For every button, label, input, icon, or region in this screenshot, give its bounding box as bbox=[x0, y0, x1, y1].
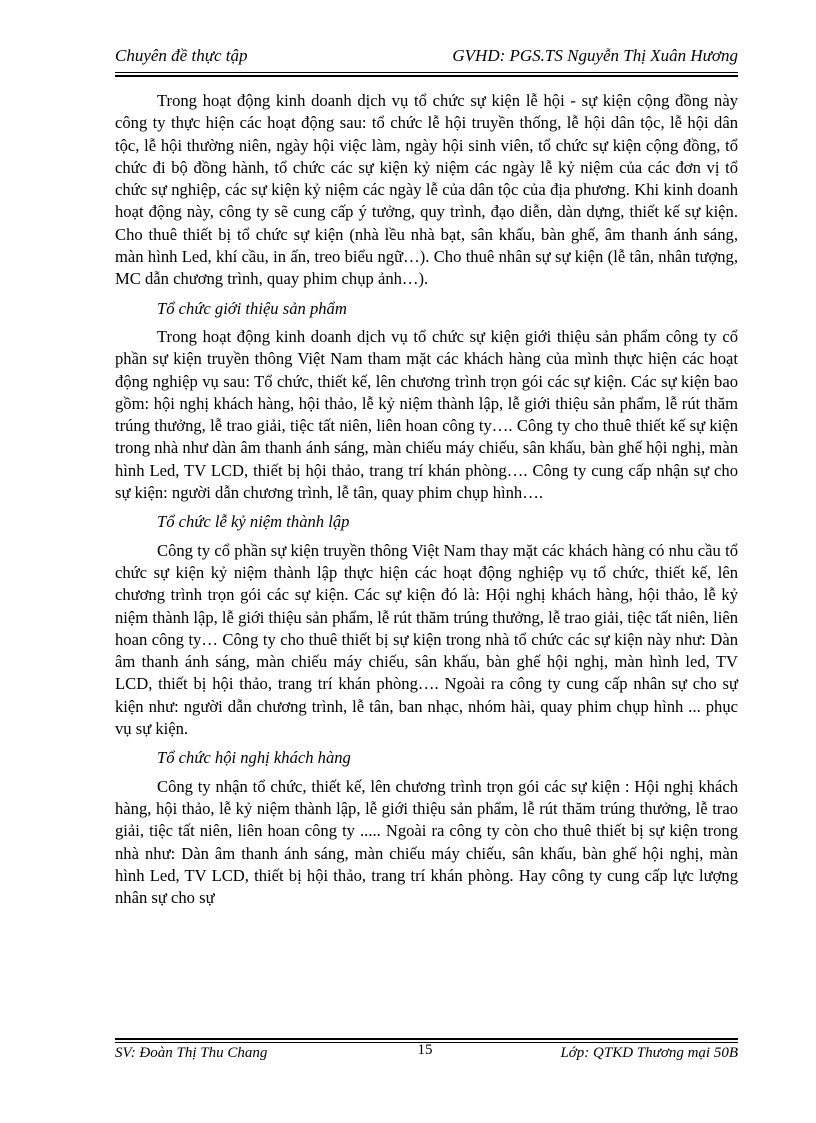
paragraph-product-launch: Trong hoạt động kinh doanh dịch vụ tổ chức sự kiện giới thiệu sản phẩm công ty cổ phần sự kiện truyền thông Việt Nam tham mặt các khách hàng của mình thực hiện các hoạt động nghiệp vụ sau: Tổ chức, thiết kế, lên chương trình trọn gói các sự kiện. Các sự kiện bao gồm: hội nghị khách hàng, hội thảo, lễ kỷ niệm thành lập, lễ giới thiệu sản phẩm, lễ rút thăm trúng thưởng, lễ trao giải, tiệc tất niên, liên hoan công ty…. Công ty cho thuê thiết kế sự kiện trong nhà như dàn âm thanh ánh sáng, màn chiếu máy chiếu, sân khấu, bàn ghế hội nghị, màn hình Led, TV LCD, thiết bị hội thảo, trang trí khán phòng…. Công ty cung cấp nhận sự cho sự kiện: người dẫn chương trình, lễ tân, quay phim chụp hình…. bbox=[115, 326, 738, 503]
page-body bbox=[115, 90, 738, 909]
section-heading-customer-conference: Tổ chức hội nghị khách hàng bbox=[157, 748, 351, 768]
header-supervisor: GVHD: PGS.TS Nguyễn Thị Xuân Hương bbox=[452, 46, 738, 65]
page-number: 15 bbox=[417, 1042, 433, 1058]
section-heading-product-launch: Tổ chức giới thiệu sản phẩm bbox=[157, 298, 347, 318]
section-heading-anniversary: Tổ chức lễ kỷ niệm thành lập bbox=[157, 512, 350, 532]
footer-student-name: SV: Đoàn Thị Thu Chang bbox=[115, 1045, 268, 1061]
paragraph-customer-conference: Công ty nhận tổ chức, thiết kế, lên chương trình trọn gói các sự kiện : Hội nghị khách hàng, hội thảo, lễ kỷ niệm thành lập, lễ giới thiệu sản phẩm, lễ rút thăm trúng thưởng, lễ trao giải, tiệc tất niên, liên hoan công ty ..... Ngoài ra công ty còn cho thuê thiết bị sự kiện trong nhà như: Dàn âm thanh ánh sáng, màn chiếu máy chiếu, sân khấu, bàn ghế hội nghị, màn hình Led, TV LCD, thiết bị hội thảo, trang trí khán phòng. Hay công ty cung cấp lực lượng nhân sự cho sự bbox=[115, 776, 738, 908]
footer-class-name: Lớp: QTKD Thương mại 50B bbox=[560, 1045, 738, 1061]
header-document-title: Chuyên đề thực tập bbox=[115, 46, 248, 65]
page-header bbox=[115, 44, 738, 72]
paragraph-festival-events: Trong hoạt động kinh doanh dịch vụ tổ chức sự kiện lễ hội - sự kiện cộng đồng này công ty thực hiện các hoạt động sau: tổ chức lễ hội truyền thống, lễ hội dân tộc, lễ hội dân tộc, lễ hội thường niên, ngày hội việc làm, ngày hội sinh viên, tổ chức sự kiện cộng đồng, tổ chức đi bộ đồng hành, tổ chức các sự kiện kỷ niệm các ngày lễ kỷ niệm của các đơn vị tổ chức sự nghiệp, các sự kiện kỷ niệm các ngày lễ của dân tộc của địa phương. Khi kinh doanh hoạt động này, công ty sẽ cung cấp ý tưởng, quy trình, đạo diễn, dàn dựng, thiết kế sự kiện. Cho thuê thiết bị tổ chức sự kiện (nhà lều nhà bạt, sân khấu, bàn ghế, âm thanh ánh sáng, màn hình Led, khí cầu, in ấn, treo biểu ngữ…). Cho thuê nhân sự sự kiện (lễ tân, nhân tượng, MC dẫn chương trình, quay phim chụp ảnh…). bbox=[115, 91, 738, 289]
paragraph-anniversary: Công ty cổ phần sự kiện truyền thông Việt Nam thay mặt các khách hàng có nhu cầu tổ chức sự kiện kỷ niệm thành lập thực hiện các hoạt động nghiệp vụ tổ chức, thiết kế, lên chương trình trọn gói các sự kiện. Các sự kiện đó là: Hội nghị khách hàng, hội thảo, lễ kỷ niệm thành lập, lễ giới thiệu sản phẩm, lễ rút thăm trúng thưởng, lễ trao giải, tiệc tất niên, liên hoan công ty… Công ty cho thuê thiết bị sự kiện trong nhà tổ chức các sự kiện này như: Dàn âm thanh ánh sáng, màn chiếu máy chiếu, sân khấu, bàn ghế hội nghị, màn hình led, TV LCD, thiết bị hội thảo, trang trí khán phòng…. Ngoài ra công ty cung cấp nhân sự cho sự kiện như: người dẫn chương trình, lễ tân, ban nhạc, nhóm hài, quay phim chụp hình ... phục vụ sự kiện. bbox=[115, 540, 738, 739]
header-divider bbox=[115, 72, 738, 77]
